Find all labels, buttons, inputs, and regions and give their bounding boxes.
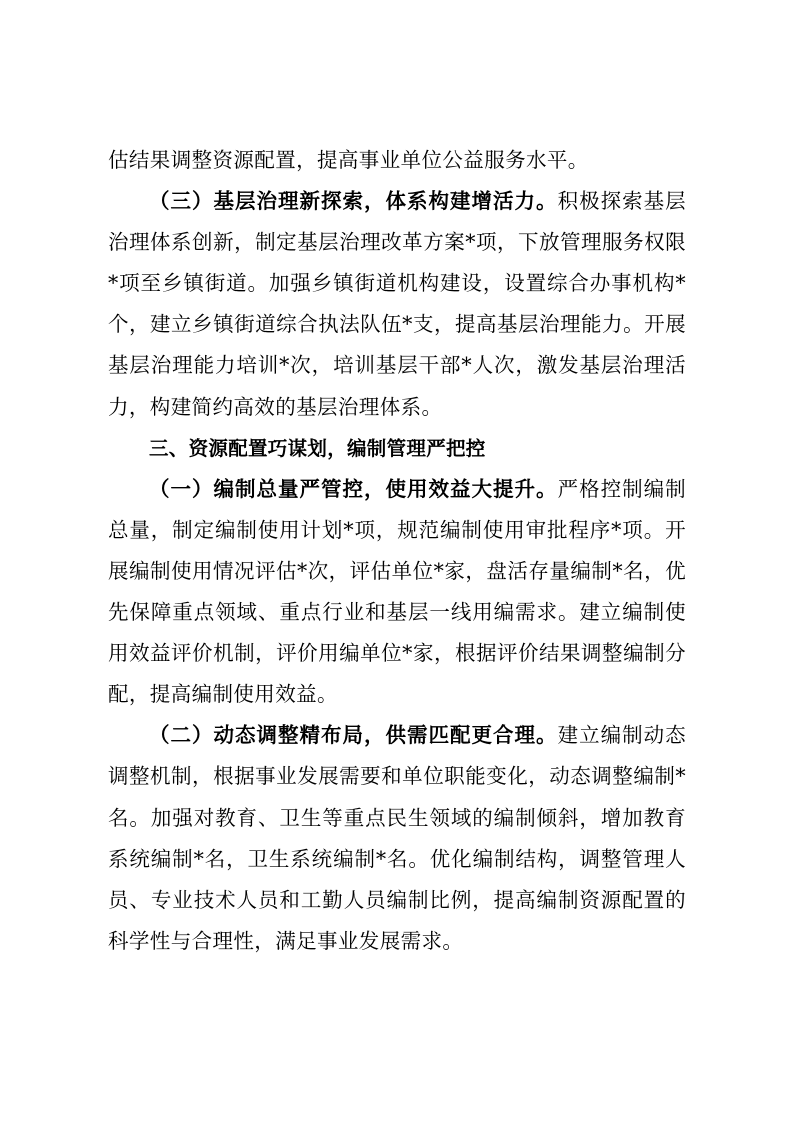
paragraph-text: 严格控制编制总量，制定编制使用计划*项，规范编制使用审批程序*项。开展编制使用情况评估*次，评估单位*家，盘活存量编制*名，优先保障重点领域、重点行业和基层一线用编需求。建立编制使用效益评价机制，评价用编单位*家，根据评价结果调整编制分配，提高编制使用效益。 (108, 476, 686, 707)
paragraph-text: 积极探索基层治理体系创新，制定基层治理改革方案*项，下放管理服务权限*项至乡镇街道。加强乡镇街道机构建设，设置综合办事机构*个，建立乡镇街道综合执法队伍*支，提高基层治理能力。开展基层治理能力培训*次，培训基层干部*人次，激发基层治理活力，构建简约高效的基层治理体系。 (108, 189, 686, 419)
paragraph-staffing-control (108, 469, 686, 716)
paragraph-continuation (108, 140, 686, 181)
paragraph-text: 建立编制动态调整机制，根据事业发展需要和单位职能变化，动态调整编制*名。加强对教育、卫生等重点民生领域的编制倾斜，增加教育系统编制*名，卫生系统编制*名。优化编制结构，调整管理人员、专业技术人员和工勤人员编制比例，提高编制资源配置的科学性与合理性，满足事业发展需求。 (108, 723, 686, 953)
paragraph-grassroots-governance (108, 181, 686, 428)
section-heading: 三、资源配置巧谋划，编制管理严把控 (149, 436, 486, 460)
paragraph-text: 估结果调整资源配置，提高事业单位公益服务水平。 (108, 148, 589, 172)
paragraph-lead: （三）基层治理新探索，体系构建增活力。 (149, 189, 558, 214)
paragraph-lead: （一）编制总量严管控，使用效益大提升。 (149, 476, 558, 501)
paragraph-lead: （二）动态调整精布局，供需匹配更合理。 (149, 723, 558, 748)
paragraph-dynamic-adjustment (108, 715, 686, 962)
